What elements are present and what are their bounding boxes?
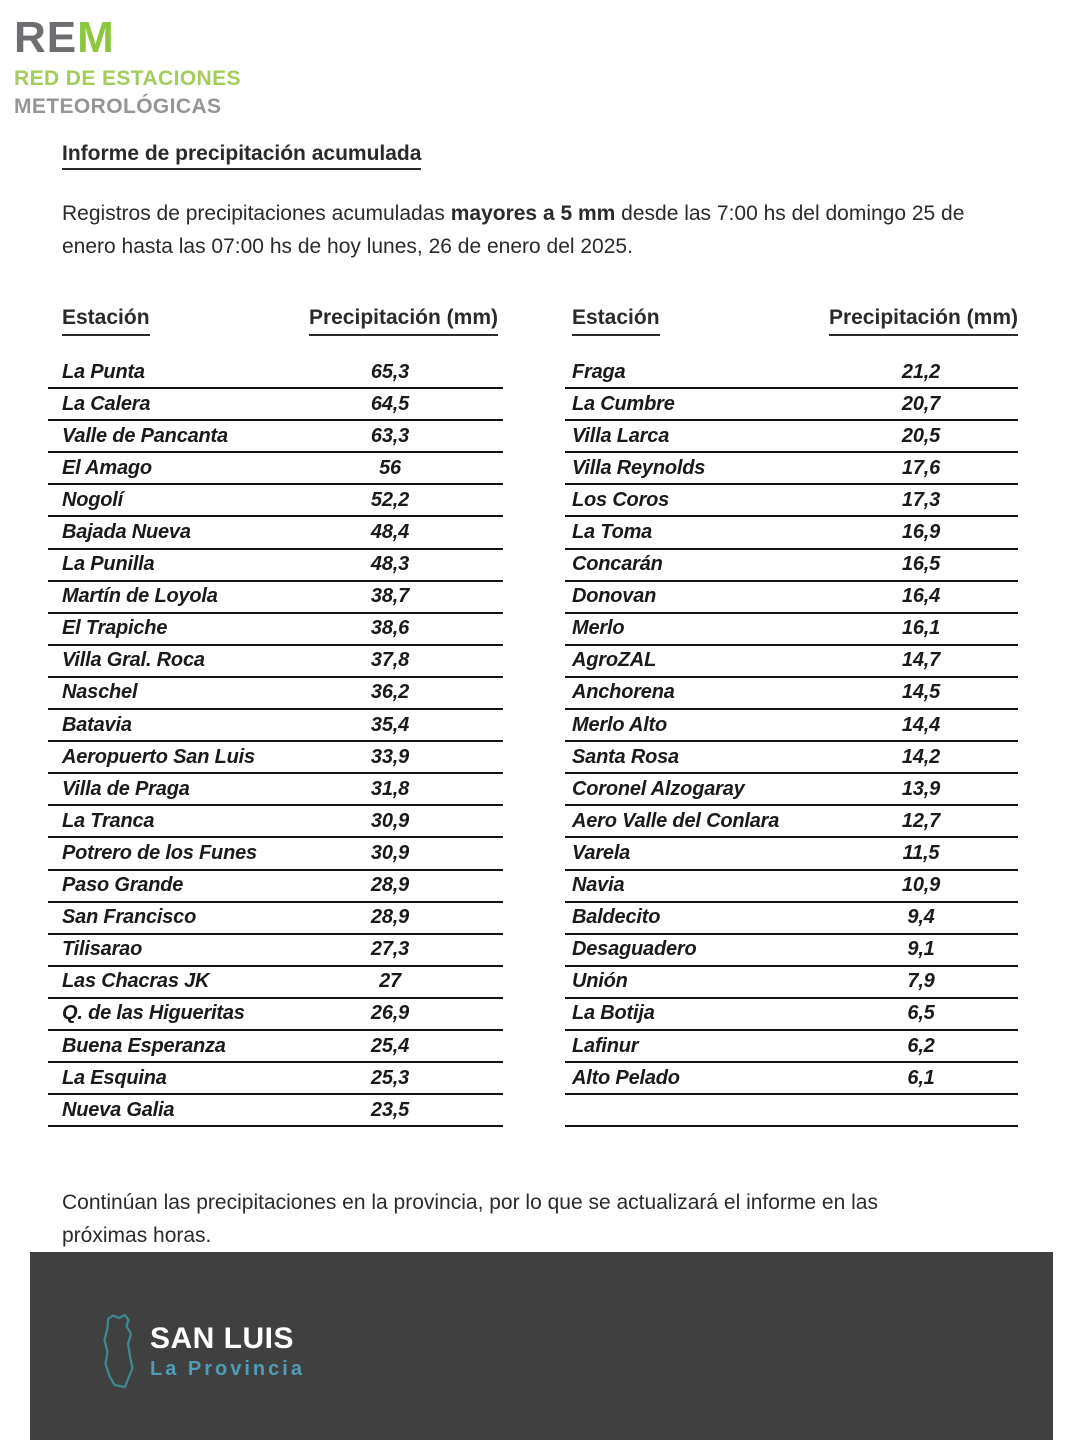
precipitation-value: 14,2 [901, 745, 941, 768]
table-row [48, 678, 503, 710]
rem-logo-line2: METEOROLÓGICAS [14, 95, 222, 118]
table-row [48, 582, 503, 614]
table-row [565, 357, 1018, 389]
precipitation-value: 12,7 [901, 809, 941, 832]
station-name: Lafinur [572, 1034, 639, 1057]
table-row [565, 453, 1018, 485]
table-row [565, 806, 1018, 838]
precipitation-value: 30,9 [370, 841, 410, 864]
table-row [565, 485, 1018, 517]
table-header-precipitation: Precipitación (mm) [309, 306, 498, 336]
station-name: Villa Reynolds [572, 456, 706, 479]
precipitation-value: 14,5 [901, 681, 941, 704]
closing-paragraph: Continúan las precipitaciones en la provincia, por lo que se actualizará el informe en las próximas horas. [62, 1191, 878, 1247]
rem-acronym [14, 13, 241, 62]
table-header-row [565, 306, 1018, 336]
rem-acronym-gray: RE [14, 13, 78, 62]
station-name: Las Chacras JK [62, 970, 210, 993]
footer-bar [30, 1252, 1053, 1440]
table-row [48, 485, 503, 517]
table-row [565, 838, 1018, 870]
station-name: Concarán [572, 553, 663, 576]
precipitation-value: 6,1 [907, 1066, 935, 1089]
precipitation-value: 64,5 [370, 392, 410, 415]
table-row [48, 742, 503, 774]
table-row [48, 1063, 503, 1095]
table-row [565, 582, 1018, 614]
table-row [565, 903, 1018, 935]
station-name: Paso Grande [62, 874, 184, 897]
station-name: Nogolí [62, 488, 124, 511]
precipitation-value: 21,2 [901, 360, 941, 383]
table-row [565, 1031, 1018, 1063]
station-name: Q. de las Higueritas [62, 1002, 245, 1025]
station-name: El Amago [62, 456, 152, 479]
precipitation-value: 10,9 [901, 874, 941, 897]
precipitation-value: 26,9 [370, 1002, 410, 1025]
station-name: Buena Esperanza [62, 1034, 226, 1057]
precipitation-value: 11,5 [902, 841, 940, 864]
precipitation-value: 33,9 [370, 745, 410, 768]
table-row [48, 517, 503, 549]
table-row [565, 517, 1018, 549]
table-row [565, 678, 1018, 710]
precipitation-value: 13,9 [901, 777, 941, 800]
table-row [565, 935, 1018, 967]
station-name: La Botija [572, 1002, 655, 1025]
precipitation-value: 23,5 [370, 1098, 410, 1121]
station-name: La Toma [572, 521, 653, 544]
station-name: AgroZAL [572, 649, 657, 672]
station-name: La Tranca [62, 809, 155, 832]
precipitation-value: 28,9 [370, 906, 410, 929]
table-row [565, 389, 1018, 421]
station-name: Potrero de los Funes [62, 841, 257, 864]
table-row [48, 967, 503, 999]
precipitation-value: 56 [379, 456, 401, 479]
station-name: Villa de Praga [62, 777, 190, 800]
table-row [565, 646, 1018, 678]
station-name: La Punilla [62, 553, 155, 576]
station-name: Merlo [572, 617, 625, 640]
precipitation-value: 20,7 [901, 392, 941, 415]
precipitation-value: 25,4 [370, 1034, 410, 1057]
precipitation-value: 63,3 [370, 424, 410, 447]
intro-part1: Registros de precipitaciones acumuladas [62, 202, 451, 225]
station-name: La Calera [62, 392, 151, 415]
table-row [565, 710, 1018, 742]
precipitation-value: 14,4 [901, 713, 941, 736]
station-name: Naschel [62, 681, 138, 704]
station-name: Aeropuerto San Luis [62, 745, 255, 768]
precipitation-value: 6,5 [907, 1002, 935, 1025]
table-row [565, 774, 1018, 806]
table-rows [48, 357, 503, 1127]
table-row [565, 614, 1018, 646]
brand-subtitle: La Provincia [150, 1357, 305, 1380]
rem-acronym-green: M [77, 13, 115, 62]
station-name: Los Coros [572, 488, 670, 511]
precipitation-value: 16,9 [901, 521, 941, 544]
brand-name: SAN LUIS [150, 1322, 295, 1356]
station-name: Santa Rosa [572, 745, 679, 768]
san-luis-logo [98, 1312, 305, 1392]
table-row [565, 1095, 1018, 1127]
precipitation-value: 16,4 [901, 585, 941, 608]
station-name: Coronel Alzogaray [572, 777, 745, 800]
station-name: Merlo Alto [572, 713, 668, 736]
table-rows [565, 357, 1018, 1127]
precipitation-value: 9,1 [907, 938, 935, 961]
san-luis-province-outline-icon [98, 1312, 140, 1392]
precipitation-value: 37,8 [370, 649, 410, 672]
table-row [565, 999, 1018, 1031]
table-row [565, 742, 1018, 774]
precipitation-value: 35,4 [370, 713, 410, 736]
precipitation-value: 28,9 [370, 874, 410, 897]
precipitation-value: 65,3 [370, 360, 410, 383]
precipitation-value: 14,7 [901, 649, 941, 672]
precipitation-value: 38,7 [370, 585, 410, 608]
precipitation-value: 25,3 [370, 1066, 410, 1089]
station-name: Tilisarao [62, 938, 143, 961]
precipitation-value: 17,6 [901, 456, 941, 479]
table-row [48, 389, 503, 421]
table-row [565, 871, 1018, 903]
table-row [48, 871, 503, 903]
precipitation-value: 52,2 [370, 488, 410, 511]
rem-logo [14, 13, 241, 119]
san-luis-logo-text [150, 1323, 305, 1381]
station-name: La Esquina [62, 1066, 167, 1089]
page-title [62, 142, 421, 166]
table-row [565, 550, 1018, 582]
station-name: El Trapiche [62, 617, 168, 640]
rem-logo-line1: RED DE ESTACIONES [14, 67, 241, 90]
precipitation-value: 16,5 [901, 553, 941, 576]
precipitation-value: 6,2 [907, 1034, 935, 1057]
table-header-station: Estación [62, 306, 150, 336]
precipitation-value: 31,8 [370, 777, 410, 800]
station-name: Fraga [572, 360, 626, 383]
table-row [48, 806, 503, 838]
station-name: Bajada Nueva [62, 521, 191, 544]
precipitation-value: 7,9 [907, 970, 935, 993]
table-row [48, 1031, 503, 1063]
table-row [48, 935, 503, 967]
station-name: Desaguadero [572, 938, 697, 961]
table-row [48, 1095, 503, 1127]
precipitation-value: 20,5 [901, 424, 941, 447]
precipitation-value: 17,3 [901, 488, 941, 511]
precipitation-value: 30,9 [370, 809, 410, 832]
precipitation-value: 27,3 [370, 938, 410, 961]
station-name: Nueva Galia [62, 1098, 175, 1121]
station-name: Alto Pelado [572, 1066, 680, 1089]
station-name: San Francisco [62, 906, 197, 929]
table-header-station: Estación [572, 306, 660, 336]
station-name: Unión [572, 970, 628, 993]
precipitation-table-left [48, 306, 503, 1127]
table-row [48, 838, 503, 870]
table-row [48, 903, 503, 935]
precipitation-value: 48,4 [370, 521, 410, 544]
station-name: Batavia [62, 713, 132, 736]
station-name: Donovan [572, 585, 657, 608]
station-name: La Cumbre [572, 392, 675, 415]
precipitation-value: 9,4 [907, 906, 935, 929]
precipitation-value: 27 [379, 970, 401, 993]
station-name: Villa Larca [572, 424, 670, 447]
table-header-precipitation: Precipitación (mm) [829, 306, 1018, 336]
precipitation-value: 16,1 [901, 617, 941, 640]
page-title-text: Informe de precipitación acumulada [62, 142, 421, 170]
precipitation-table-right [565, 306, 1018, 1127]
table-header-row [48, 306, 503, 336]
station-name: Baldecito [572, 906, 661, 929]
table-row [565, 1063, 1018, 1095]
station-name: Aero Valle del Conlara [572, 809, 780, 832]
table-row [48, 421, 503, 453]
table-row [48, 999, 503, 1031]
table-row [48, 453, 503, 485]
station-name: Anchorena [572, 681, 675, 704]
table-row [565, 967, 1018, 999]
table-row [48, 357, 503, 389]
table-row [48, 614, 503, 646]
table-row [48, 646, 503, 678]
station-name: Navia [572, 874, 625, 897]
precipitation-value: 36,2 [370, 681, 410, 704]
station-name: Martín de Loyola [62, 585, 218, 608]
station-name: Varela [572, 841, 631, 864]
table-row [48, 710, 503, 742]
table-row [48, 550, 503, 582]
station-name: Valle de Pancanta [62, 424, 228, 447]
intro-bold-threshold: mayores a 5 mm [450, 202, 616, 225]
table-row [565, 421, 1018, 453]
intro-part2: desde las 7:00 hs del domingo 25 de enero hasta las 07:00 hs de hoy lunes, 26 de enero del 2025. [62, 202, 965, 258]
table-row [48, 774, 503, 806]
station-name: La Punta [62, 360, 145, 383]
precipitation-value: 48,3 [370, 553, 410, 576]
station-name: Villa Gral. Roca [62, 649, 205, 672]
precipitation-value: 38,6 [370, 617, 410, 640]
intro-paragraph [62, 197, 1007, 263]
